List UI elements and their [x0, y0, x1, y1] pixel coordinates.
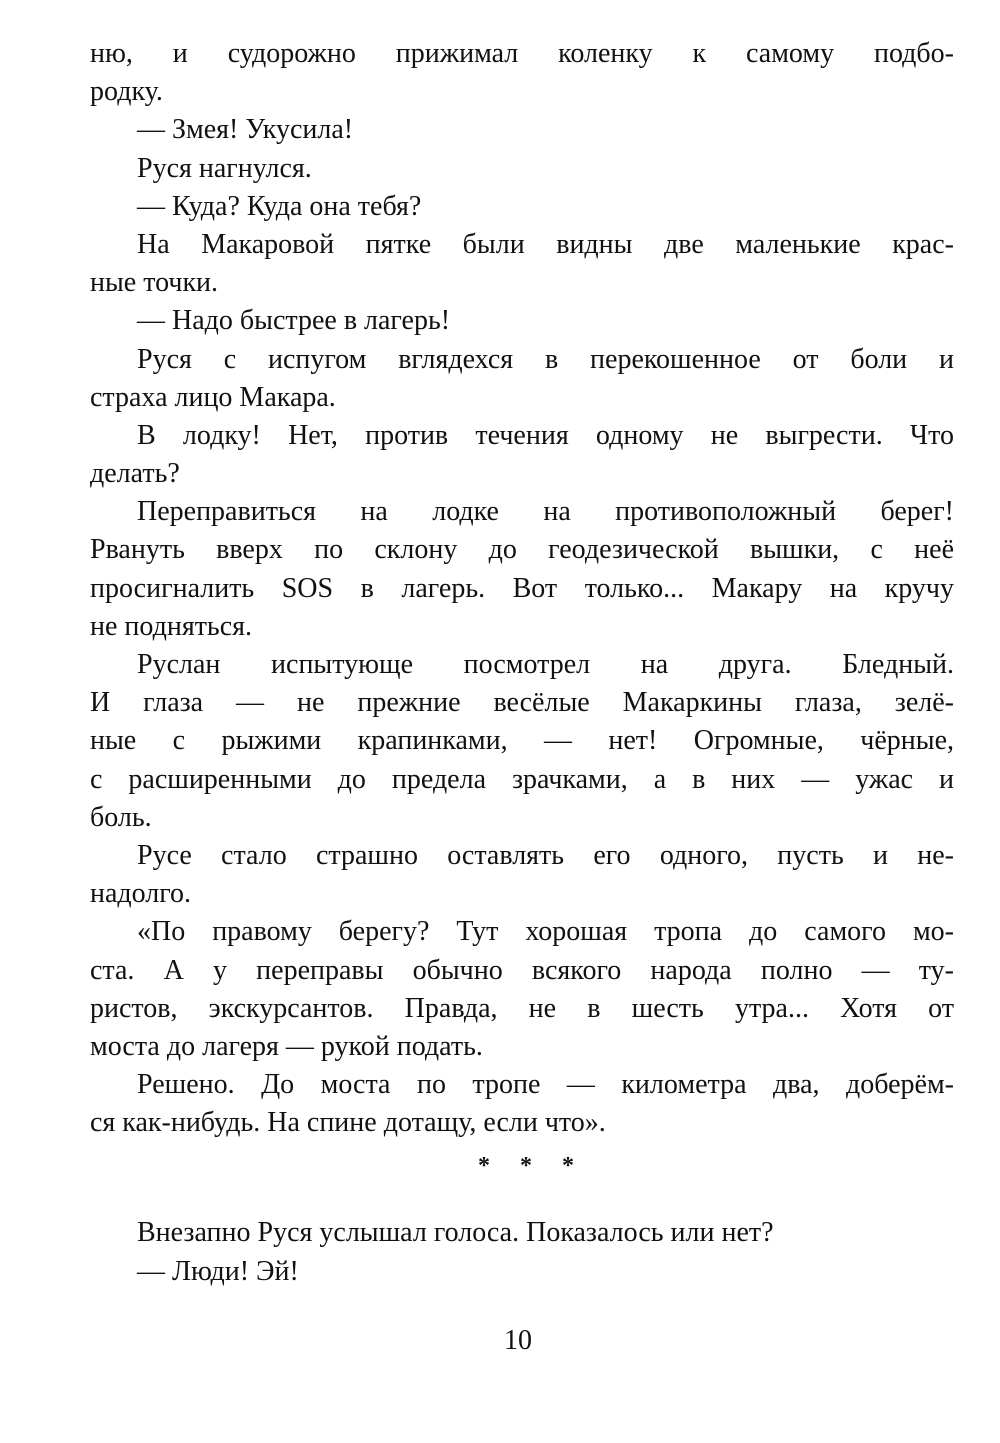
text-line: ся как-нибудь. На спине дотащу, если что». [90, 1107, 606, 1139]
text-line: И глаза — не прежние весёлые Макаркины глаза, зелё- [90, 687, 954, 719]
text-line: — Куда? Куда она тебя? [137, 190, 422, 222]
text-line: Решено. До моста по тропе — километра два, доберём- [137, 1069, 954, 1101]
page-text [90, 35, 954, 1291]
text-line: ста. А у переправы обычно всякого народа полно — ту- [90, 954, 954, 986]
text-line: — Змея! Укусила! [137, 114, 354, 146]
text-line: — Надо быстрее в лагерь! [137, 305, 451, 337]
text-line: На Макаровой пятке были видны две маленькие крас- [137, 228, 954, 260]
text-line: Внезапно Руся услышал голоса. Показалось или нет? [137, 1217, 774, 1249]
text-line: моста до лагеря — рукой подать. [90, 1030, 483, 1062]
text-line: Руся нагнулся. [137, 152, 312, 184]
text-line: — Люди! Эй! [137, 1255, 299, 1287]
text-line: не подняться. [90, 610, 253, 642]
text-line: ню, и судорожно прижимал коленку к самому подбо- [90, 38, 954, 69]
text-line: ные с рыжими крапинками, — нет! Огромные, чёрные, [90, 725, 954, 757]
text-line: боль. [90, 801, 152, 833]
text-line: Рвануть вверх по склону до геодезической вышки, с неё [90, 534, 954, 566]
section-separator: * * * [478, 1153, 586, 1180]
text-line: Русе стало страшно оставлять его одного, пусть и не- [137, 839, 954, 871]
text-line: ристов, экскурсантов. Правда, не в шесть утра... Хотя от [90, 992, 954, 1024]
text-line: надолго. [90, 878, 192, 910]
text-line: делать? [90, 458, 180, 490]
text-line: В лодку! Нет, против течения одному не выгрести. Что [137, 419, 954, 451]
text-line: Руся с испугом вглядехся в перекошенное от боли и [137, 343, 954, 375]
text-line: родку. [90, 76, 163, 108]
text-line: «По правому берегу? Тут хорошая тропа до самого мо- [137, 916, 954, 948]
text-line: просигналить SOS в лагерь. Вот только... Макару на кручу [90, 572, 954, 604]
text-line: страха лицо Макара. [90, 381, 336, 413]
text-line: с расширенными до предела зрачками, а в них — ужас и [90, 763, 954, 795]
text-line: ные точки. [90, 267, 219, 299]
page-number: 10 [504, 1325, 532, 1356]
text-line: Руслан испытующе посмотрел на друга. Бледный. [137, 649, 954, 680]
text-line: Переправиться на лодке на противоположный берег! [137, 496, 954, 528]
